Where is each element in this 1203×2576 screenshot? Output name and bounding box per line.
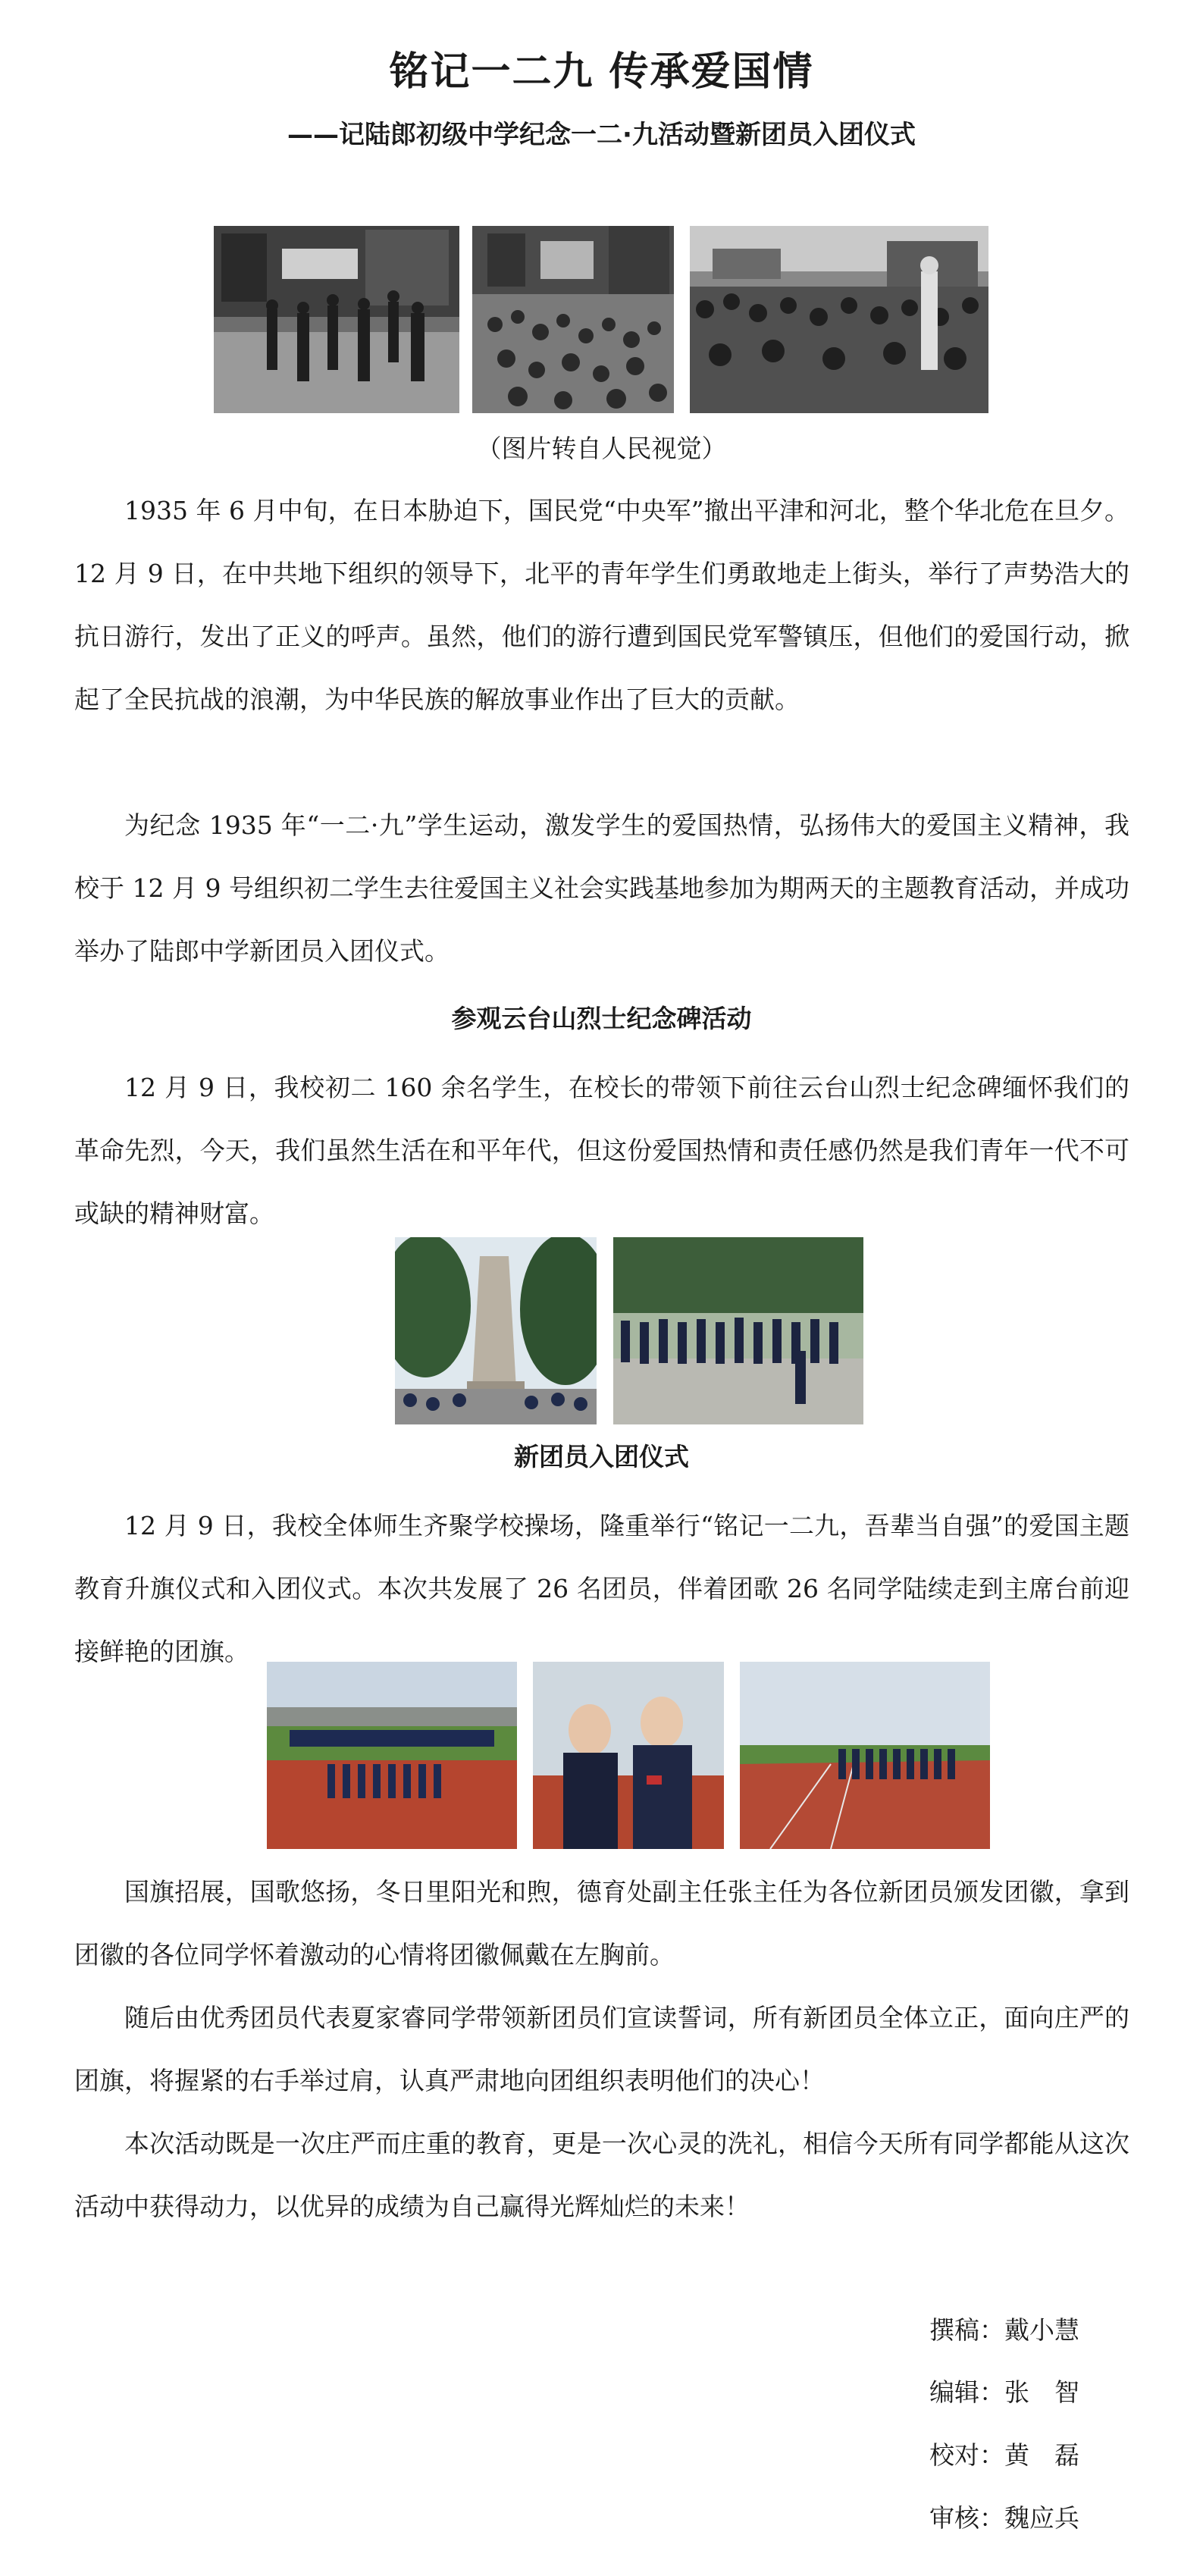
- credit-writer: 撰稿：戴小慧: [929, 2315, 1079, 2345]
- credit-proofreader: 校对：黄 磊: [929, 2440, 1079, 2470]
- historical-street-march-photo: [214, 226, 459, 413]
- memorial-paragraph: 12 月 9 日，我校初二 160 余名学生，在校长的带领下前往云台山烈士纪念碑缅怀我们的革命先烈，今天，我们虽然生活在和平年代，但这份爱国热情和责任感仍然是我们青年一代不可或缺的精神财富。: [74, 1073, 1129, 1228]
- memorial-monument-photo: [395, 1237, 597, 1424]
- closing-paragraph: 国旗招展，国歌悠扬，冬日里阳光和煦，德育处副主任张主任为各位新团员颁发团徽，拿到团徽的各位同学怀着激动的心情将团徽佩戴在左胸前。: [74, 1877, 1129, 1970]
- closing-paragraph: 本次活动既是一次庄严而庄重的教育，更是一次心灵的洗礼，相信今天所有同学都能从这次活动中获得动力，以优异的成绩为自己赢得光辉灿烂的未来！: [74, 2129, 1129, 2221]
- page-title: 铭记一二九 传承爱国情: [389, 49, 814, 95]
- students-portrait-photo: [533, 1662, 724, 1849]
- track-formation-photo: [740, 1662, 990, 1849]
- page-subtitle: ——记陆郎初级中学纪念一二·九活动暨新团员入团仪式: [287, 120, 916, 150]
- historical-crowd-photo: [472, 226, 674, 413]
- intro-paragraph: 1935 年 6 月中旬，在日本胁迫下，国民党“中央军”撤出平津和河北，整个华北危在旦夕。12 月 9 日，在中共地下组织的领导下，北平的青年学生们勇敢地走上街头，举行了声势浩大的抗日游行，发出了正义的呼声。虽然，他们的游行遭到国民党军警镇压，但他们的爱国行动，掀起了全民抗战的浪潮，为中华民族的解放事业作出了巨大的贡献。: [74, 496, 1129, 714]
- photo-caption: （图片转自人民视觉）: [476, 434, 727, 463]
- playground-assembly-photo: [267, 1662, 517, 1849]
- historical-rally-photo: [690, 226, 988, 413]
- credit-editor: 编辑：张 智: [929, 2377, 1079, 2407]
- intro-paragraph: 为纪念 1935 年“一二·九”学生运动，激发学生的爱国热情，弘扬伟大的爱国主义精神，我校于 12 月 9 号组织初二学生去往爱国主义社会实践基地参加为期两天的主题教育活动，并成功举办了陆郎中学新团员入团仪式。: [74, 810, 1129, 966]
- section-heading-ceremony: 新团员入团仪式: [514, 1442, 689, 1471]
- closing-paragraph: 随后由优秀团员代表夏家睿同学带领新团员们宣读誓词，所有新团员全体立正，面向庄严的团旗，将握紧的右手举过肩，认真严肃地向团组织表明他们的决心！: [74, 2003, 1129, 2095]
- students-lined-up-photo: [613, 1237, 863, 1424]
- section-heading-memorial: 参观云台山烈士纪念碑活动: [451, 1004, 752, 1033]
- credit-reviewer: 审核：魏应兵: [929, 2503, 1079, 2533]
- ceremony-paragraph: 12 月 9 日，我校全体师生齐聚学校操场，隆重举行“铭记一二九，吾辈当自强”的爱国主题教育升旗仪式和入团仪式。本次共发展了 26 名团员，伴着团歌 26 名同学陆续走到主席台前迎接鲜艳的团旗。: [74, 1511, 1129, 1666]
